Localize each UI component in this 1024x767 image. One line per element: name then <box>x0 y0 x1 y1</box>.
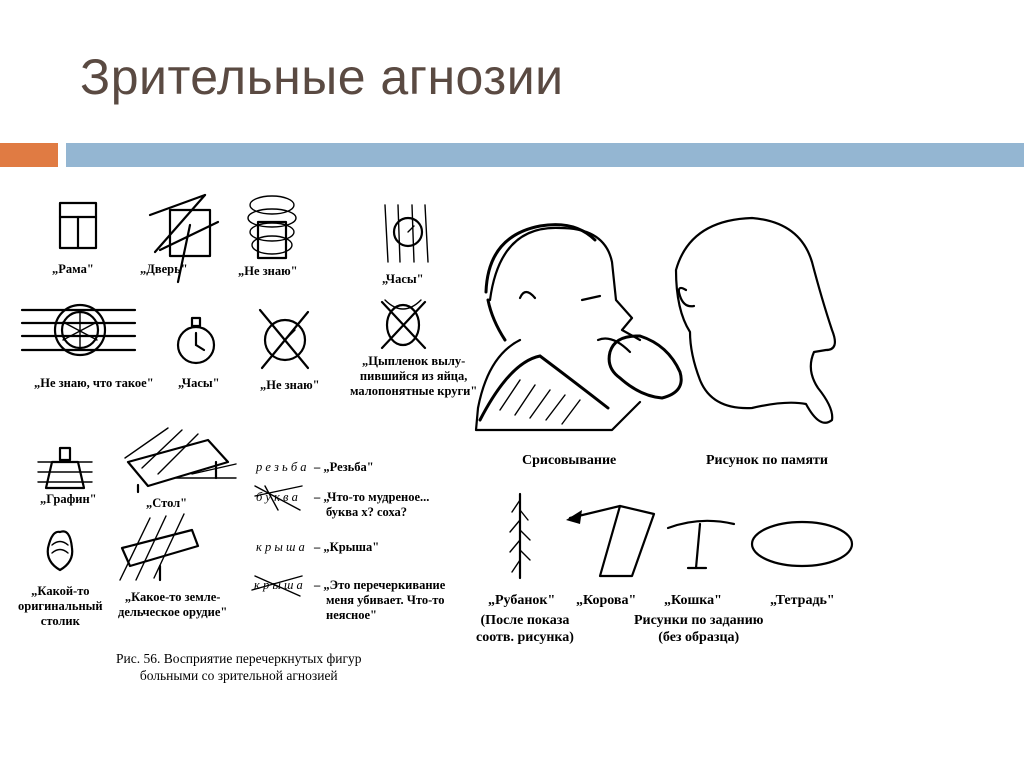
caption-kakoy-to: „Какой-то оригинальный столик <box>18 584 103 628</box>
drawing-crossed-tool <box>120 514 198 580</box>
caption-stol: „Стол" <box>146 496 188 510</box>
drawing-crossed-clock-2 <box>260 310 308 368</box>
drawing-scribble-stool <box>48 531 73 570</box>
drawing-cat <box>668 521 734 568</box>
drawing-crossed-clock-1 <box>385 205 428 262</box>
slide-title: Зрительные агнозии <box>80 49 564 105</box>
task-rubanok: „Рубанок" <box>488 593 556 608</box>
caption-ne-znayu-2: „Не знаю" <box>260 378 320 392</box>
drawing-crossed-carafe <box>38 448 92 488</box>
task-korova: „Корова" <box>576 593 637 608</box>
word-reading-4: – „Это перечеркивание меня убивает. Что-то неясное" <box>314 578 446 622</box>
drawing-cow <box>566 506 654 576</box>
label-copy: Срисовывание <box>522 453 617 468</box>
drawing-portrait-memory <box>676 218 835 423</box>
word-written-4: к р ы ш а <box>254 578 303 592</box>
caption-grafin: „Графин" <box>40 492 97 506</box>
label-memory: Рисунок по памяти <box>706 453 828 468</box>
figure-caption: Рис. 56. Восприятие перечеркнутых фигур больными со зрительной агнозией <box>116 651 362 683</box>
caption-orudie: „Какое-то земле- дельческое орудие" <box>118 590 228 619</box>
caption-chasy-2: „Часы" <box>178 376 220 390</box>
drawing-notebook <box>752 522 852 566</box>
note-after-show: (После показа соотв. рисунка) <box>476 613 574 645</box>
drawing-crossed-wheel <box>22 305 135 355</box>
drawing-crossed-table <box>125 428 236 492</box>
caption-dver: „Дверь" <box>140 262 188 276</box>
word-reading-3: – „Крыша" <box>314 540 380 554</box>
word-written-3: к р ы ш а <box>256 540 305 554</box>
word-reading-1: – „Резьба" <box>314 460 374 474</box>
note-by-task: Рисунки по заданию (без образца) <box>634 613 764 645</box>
word-written-1: р е з ь б а <box>256 460 307 474</box>
drawing-plane-tool <box>510 494 530 578</box>
drawing-portrait-copy <box>476 225 681 430</box>
drawing-clock <box>178 318 214 363</box>
task-koshka: „Кошка" <box>664 593 722 608</box>
task-tetrad: „Тетрадь" <box>770 593 835 608</box>
caption-ne-znayu-1: „Не знаю" <box>238 264 298 278</box>
caption-chasy-1: „Часы" <box>382 272 424 286</box>
drawing-crossed-chick <box>382 300 425 348</box>
drawing-window-frame <box>60 203 96 248</box>
caption-tsyplenok: „Цыпленок вылу- пившийся из яйца, малопонятные круги" <box>350 354 478 398</box>
caption-ne-znayu-chto-takoe: „Не знаю, что такое" <box>34 376 154 390</box>
drawing-scribble-figure <box>248 196 296 258</box>
word-written-2: б у к в а <box>256 490 298 504</box>
word-reading-2: – „Что-то мудреное... буква х? соха? <box>314 490 430 519</box>
caption-rama: „Рама" <box>52 262 94 276</box>
